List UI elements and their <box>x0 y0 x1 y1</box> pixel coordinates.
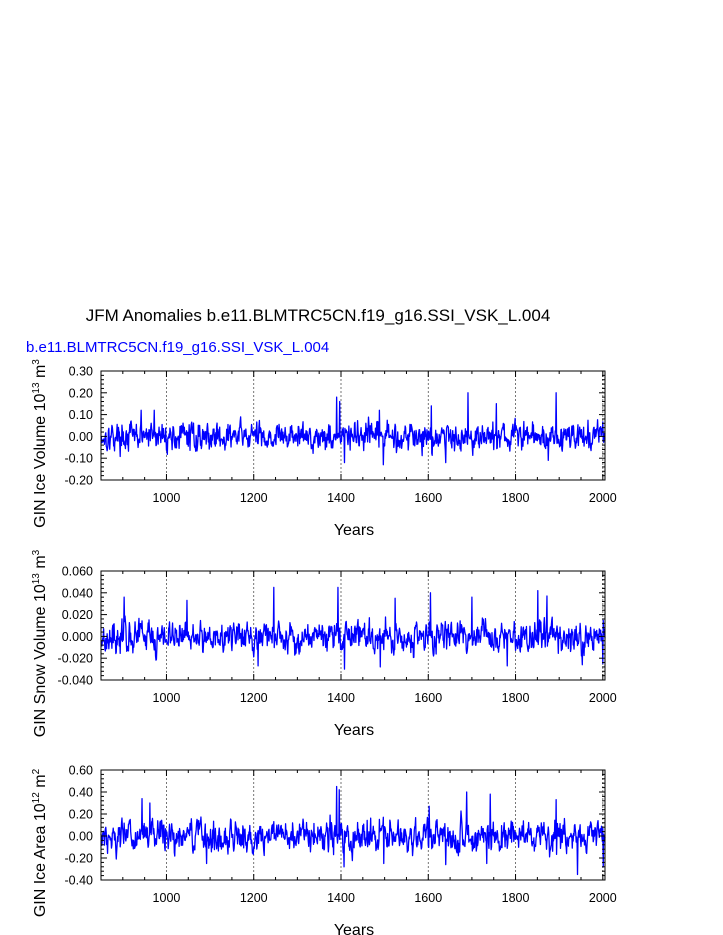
x-tick-label: 1200 <box>239 691 268 705</box>
x-tick-label: 1800 <box>501 891 530 905</box>
y-tick-label: -0.20 <box>64 851 93 866</box>
x-axis-label: Years <box>333 722 375 739</box>
y-axis-label-unit-exp: 2 <box>31 768 42 775</box>
x-tick-label: 1200 <box>239 491 268 505</box>
y-tick-label: -0.040 <box>57 673 93 688</box>
plot-frame <box>101 371 605 480</box>
y-axis-label-post: m <box>32 555 49 574</box>
x-tick-label: 1800 <box>501 691 530 705</box>
y-axis-label <box>31 359 49 528</box>
y-axis-label-exp: 13 <box>31 573 42 585</box>
y-tick-label: 0.040 <box>61 586 93 601</box>
y-tick-label: 0.020 <box>61 608 93 623</box>
y-axis-label-post: m <box>32 774 49 793</box>
y-tick-label: 0.30 <box>68 364 93 379</box>
figure-subtitle: b.e11.BLMTRC5CN.f19_g16.SSI_VSK_L.004 <box>26 339 330 356</box>
series-line <box>101 587 605 669</box>
plot-frame <box>101 571 605 680</box>
x-tick-label: 1600 <box>414 891 443 905</box>
y-tick-label: 0.10 <box>68 408 93 423</box>
x-tick-label: 1000 <box>152 891 181 905</box>
x-tick-label: 1400 <box>327 491 355 505</box>
y-axis-label <box>31 768 49 917</box>
x-tick-label: 1000 <box>152 491 181 505</box>
x-tick-label: 2000 <box>588 891 617 905</box>
plot-frame <box>101 770 605 880</box>
x-tick-label: 1200 <box>239 891 268 905</box>
x-axis-label: Years <box>333 922 375 935</box>
x-tick-label: 1800 <box>501 491 530 505</box>
y-axis-label-exp: 12 <box>31 792 42 804</box>
panel-ice-volume <box>31 359 617 539</box>
series-line <box>101 393 605 465</box>
y-tick-label: 0.060 <box>61 564 93 579</box>
x-axis-label: Years <box>333 522 375 539</box>
x-tick-label: 1600 <box>414 491 443 505</box>
y-tick-label: -0.10 <box>64 451 93 466</box>
x-tick-label: 1400 <box>327 691 355 705</box>
y-axis-label-unit-exp: 3 <box>31 549 42 556</box>
panel-ice-area <box>31 764 617 935</box>
figure-title: JFM Anomalies b.e11.BLMTRC5CN.f19_g16.SSI_VSK_L.004 <box>85 306 551 325</box>
y-tick-label: 0.20 <box>68 807 93 822</box>
x-tick-label: 1600 <box>414 691 443 705</box>
x-tick-label: 2000 <box>588 491 617 505</box>
y-tick-label: -0.20 <box>64 473 93 488</box>
y-axis-label-pre: GIN Snow Volume 10 <box>32 584 49 738</box>
y-tick-label: 0.60 <box>68 763 93 778</box>
y-axis-label-post: m <box>32 364 49 383</box>
y-tick-label: 0.20 <box>68 386 93 401</box>
y-axis-label-unit-exp: 3 <box>31 359 42 365</box>
x-tick-label: 2000 <box>588 691 617 705</box>
y-axis-label <box>31 549 49 737</box>
y-tick-label: 0.00 <box>68 429 93 444</box>
y-tick-label: 0.40 <box>68 785 93 800</box>
x-tick-label: 1000 <box>152 691 181 705</box>
y-tick-label: -0.020 <box>57 651 93 666</box>
series-line <box>101 787 605 875</box>
panel-snow-volume <box>31 549 617 739</box>
y-tick-label: 0.00 <box>68 829 93 844</box>
x-tick-label: 1400 <box>327 891 355 905</box>
chart-panels <box>31 359 617 935</box>
y-axis-label-exp: 13 <box>31 382 42 394</box>
y-tick-label: -0.40 <box>64 873 93 888</box>
y-axis-label-pre: GIN Ice Volume 10 <box>32 393 49 528</box>
y-axis-label-pre: GIN Ice Area 10 <box>32 803 49 918</box>
y-tick-label: 0.000 <box>61 629 93 644</box>
